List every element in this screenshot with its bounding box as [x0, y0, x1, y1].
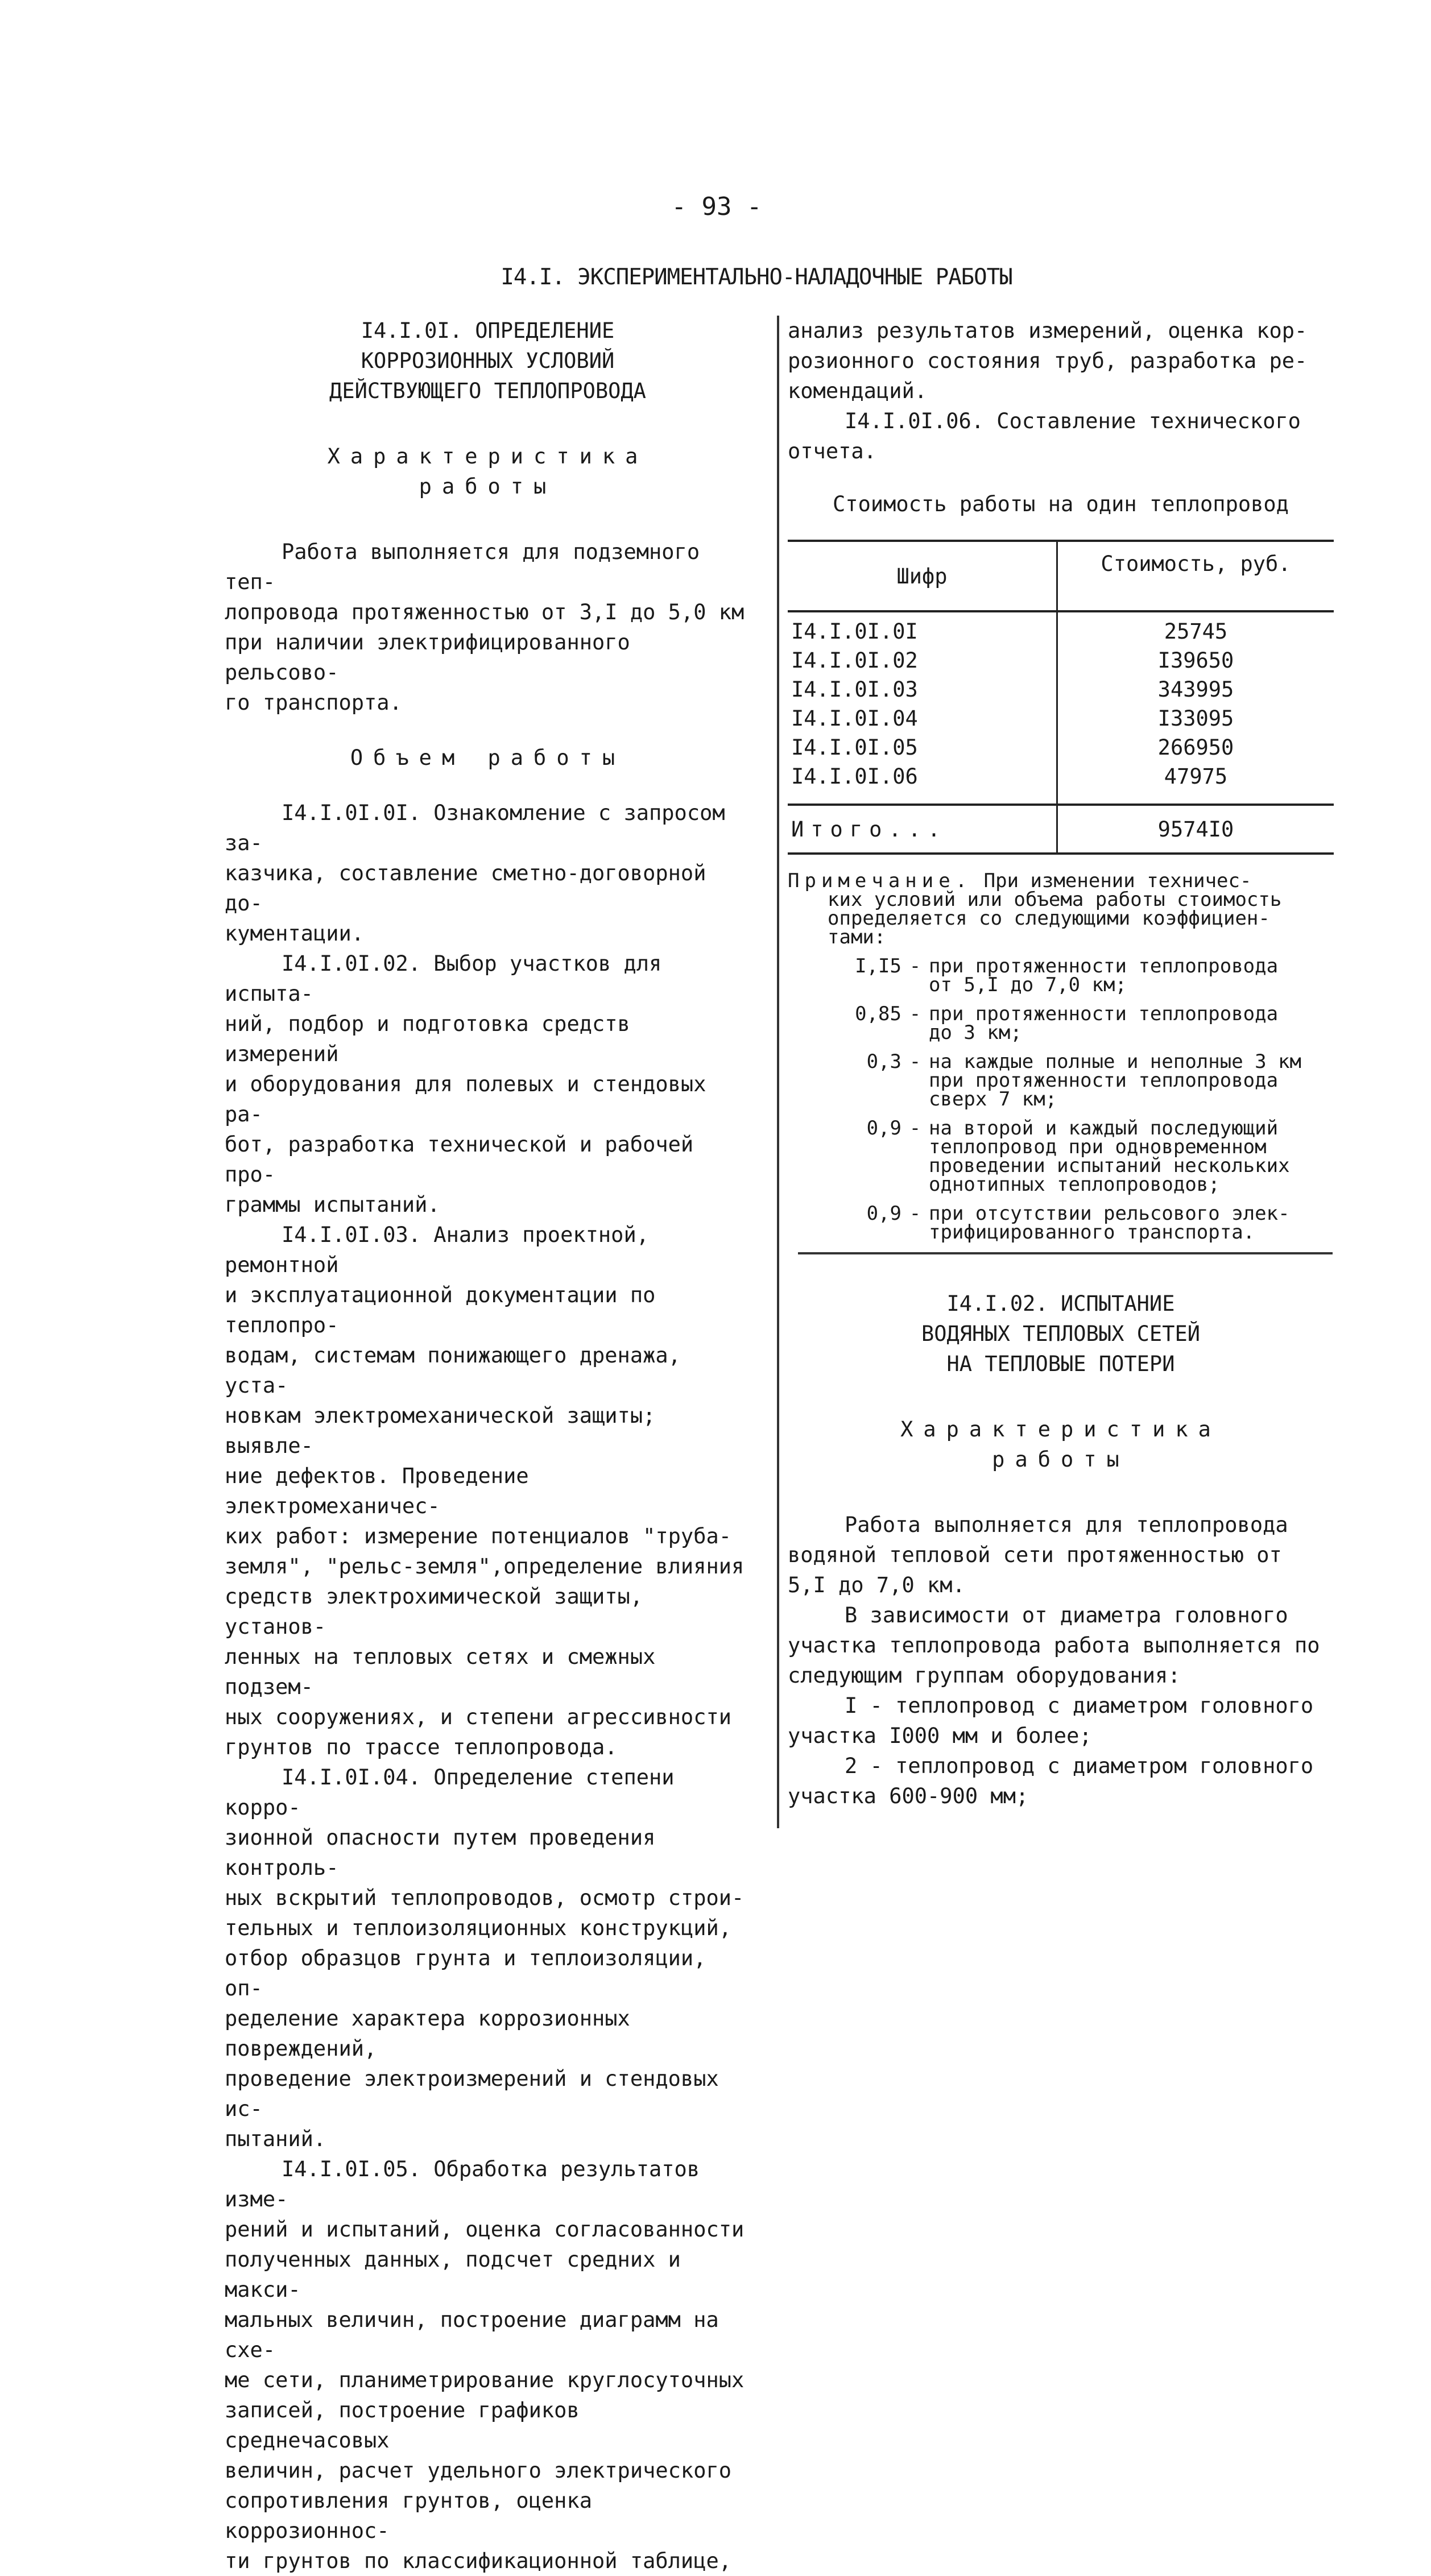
heading-line: ВОДЯНЫХ ТЕПЛОВЫХ СЕТЕЙ [921, 1322, 1201, 1346]
text-line: мальных величин, построение диаграмм на схе- [225, 2308, 719, 2362]
work-item-01 [225, 798, 751, 949]
cell-cost: 266950 [1157, 735, 1234, 760]
coefficient-text: однотипных теплопроводов; [929, 1173, 1220, 1196]
characteristics-heading-2: Характеристика [900, 1417, 1221, 1442]
cell-code: I4.I.0I.03 [788, 675, 1057, 704]
header-code: Шифр [788, 541, 1057, 611]
text-line: I4.I.0I.04. Определение степени корро- [225, 1765, 675, 1820]
left-column [225, 316, 751, 2576]
text-line: ние дефектов. Проведение электромеханичес- [225, 1464, 529, 1518]
right-column [788, 316, 1334, 1811]
table-row [788, 646, 1334, 675]
total-label: Итого... [788, 805, 1057, 854]
text-line: I4.I.0I.05. Обработка результатов изме- [225, 2157, 700, 2211]
text-line: комендаций. [788, 379, 928, 403]
text-line: казчика, составление сметно-договорной до- [225, 861, 706, 916]
coefficient-text: трифицированного транспорта. [929, 1221, 1255, 1244]
text-line: величин, расчет удельного электрического [225, 2458, 732, 2483]
table-row [788, 733, 1334, 762]
coefficient-value: 0,9 [866, 1117, 901, 1140]
text-line: тельных и теплоизоляционных конструкций, [225, 1916, 732, 1940]
characteristics-heading: Характеристика [327, 444, 648, 469]
text-line: анализ результатов измерений, оценка кор- [788, 318, 1308, 343]
coefficient-text: проведении испытаний нескольких [929, 1154, 1290, 1177]
coefficient-text: сверх 7 км; [929, 1088, 1057, 1111]
heading-line: НА ТЕПЛОВЫЕ ПОТЕРИ [946, 1352, 1175, 1376]
coefficient-value: 0,3 [866, 1050, 901, 1073]
section-title: I4.I. ЭКСПЕРИМЕНТАЛЬНО-НАЛАДОЧНЫЕ РАБОТЫ [501, 264, 1012, 290]
text-line: участка 600-900 мм; [788, 1784, 1029, 1808]
text-line: следующим группам оборудования: [788, 1663, 1181, 1688]
characteristics-heading-2-sub: работы [992, 1447, 1130, 1472]
cell-cost: I33095 [1157, 706, 1234, 731]
coefficient-text: от 5,I до 7,0 км; [929, 974, 1127, 996]
characteristics-text-2 [788, 1510, 1334, 1811]
cost-table [788, 540, 1334, 855]
table-total-row [788, 805, 1334, 854]
text-line: граммы испытаний. [225, 1192, 440, 1217]
text-line: ких работ: измерение потенциалов "труба- [225, 1524, 732, 1548]
note-line: ких условий или объема работы стоимость [828, 888, 1282, 911]
cell-code: I4.I.0I.0I [788, 611, 1057, 646]
text-line: отчета. [788, 439, 876, 463]
page-number: - 93 - [671, 192, 762, 221]
note-line: тами: [828, 926, 886, 949]
text-line: В зависимости от диаметра головного [845, 1603, 1288, 1627]
cell-code: I4.I.0I.06 [788, 762, 1057, 805]
text-line: I - теплопровод с диаметром головного [845, 1693, 1314, 1718]
work-item-04 [225, 1762, 751, 2154]
table-row [788, 611, 1334, 646]
coefficient-text: при протяженности теплопровода [929, 1003, 1279, 1025]
subsection-heading-1 [225, 316, 751, 406]
text-line: средств электрохимической защиты, установ- [225, 1584, 643, 1639]
text-line: розионного состояния труб, разработка ре- [788, 349, 1308, 373]
text-line: пытаний. [225, 2127, 326, 2151]
note-line: определяется со следующими коэффициен- [828, 907, 1270, 930]
text-line: I4.I.0I.06. Составление технического [845, 409, 1301, 433]
cell-code: I4.I.0I.02 [788, 646, 1057, 675]
text-line: бот, разработка технической и рабочей про- [225, 1132, 694, 1187]
text-line: записей, построение графиков среднечасовых [225, 2398, 580, 2453]
text-line: I4.I.0I.0I. Ознакомление с запросом за- [225, 801, 725, 855]
coefficient-text: до 3 км; [929, 1021, 1022, 1044]
text-line: и оборудования для полевых и стендовых ра- [225, 1072, 706, 1127]
coefficient-value: 0,85 [855, 1003, 901, 1025]
text-line: 2 - теплопровод с диаметром головного [845, 1754, 1314, 1778]
scope-heading: Объем работы [350, 746, 626, 770]
characteristics-text [225, 537, 751, 718]
coefficient-value: 0,9 [866, 1202, 901, 1225]
text-line: ных вскрытий теплопроводов, осмотр строи- [225, 1886, 745, 1910]
text-line: водам, системам понижающего дренажа, уста- [225, 1343, 681, 1398]
text-line: участка I000 мм и более; [788, 1724, 1092, 1748]
text-line: земля", "рельс-земля",определение влияния [225, 1554, 745, 1579]
cost-table-title: Стоимость работы на один теплопровод [833, 492, 1289, 516]
table-row [788, 704, 1334, 733]
table-header-row [788, 541, 1334, 611]
coefficient-text: теплопровод при одновременном [929, 1136, 1267, 1158]
total-value: 9574I0 [1157, 817, 1234, 842]
text-line: го транспорта. [225, 690, 402, 715]
cell-code: I4.I.0I.04 [788, 704, 1057, 733]
coefficient-value: I,I5 [855, 955, 901, 978]
text-line: ределение характера коррозионных повреждений, [225, 2006, 630, 2061]
text-line: Работа выполняется для теплопровода [845, 1513, 1288, 1537]
coefficient-text: на каждые полные и неполные 3 км [929, 1050, 1302, 1073]
work-item-05-continued [788, 316, 1334, 406]
text-line: при наличии электрифицированного рельсово- [225, 630, 630, 685]
work-item-02 [225, 949, 751, 1220]
heading-line: I4.I.0I. ОПРЕДЕЛЕНИЕ [361, 318, 615, 343]
text-line: участка теплопровода работа выполняется по [788, 1633, 1320, 1658]
heading-line: I4.I.02. ИСПЫТАНИЕ [946, 1291, 1175, 1316]
coefficient-item: 0,85 - при протяженности теплопровода до 3 км; [788, 1005, 1334, 1042]
text-line: сопротивления грунтов, оценка коррозионнос- [225, 2488, 593, 2543]
heading-line: ДЕЙСТВУЮЩЕГО ТЕПЛОПРОВОДА [329, 379, 646, 403]
text-line: лопровода протяженностью от 3,I до 5,0 км [225, 600, 745, 624]
text-line: ти грунтов по классификационной таблице, [225, 2549, 732, 2573]
text-line: и эксплуатационной документации по теплопро- [225, 1283, 656, 1337]
note-block [788, 869, 1334, 1254]
coefficient-text: при протяженности теплопровода [929, 1069, 1279, 1092]
header-cost: Стоимость, руб. [1101, 552, 1291, 576]
text-line: ленных на тепловых сетях и смежных подзем- [225, 1645, 656, 1699]
coefficient-item: 0,9 - при отсутствии рельсового элек- трифицированного транспорта. [788, 1204, 1334, 1242]
work-item-06 [788, 406, 1334, 466]
text-line: кументации. [225, 921, 365, 946]
coefficient-item: 0,3 - на каждые полные и неполные 3 км при протяженности теплопровода сверх 7 км; [788, 1053, 1334, 1109]
coefficient-text: при протяженности теплопровода [929, 955, 1279, 978]
coefficient-text: на второй и каждый последующий [929, 1117, 1279, 1140]
text-line: рений и испытаний, оценка согласованности [225, 2217, 745, 2242]
text-line: ных сооружениях, и степени агрессивности [225, 1705, 732, 1729]
coefficient-text: при отсутствии рельсового элек- [929, 1202, 1290, 1225]
cell-cost: 343995 [1157, 677, 1234, 702]
text-line: проведение электроизмерений и стендовых ис- [225, 2066, 719, 2121]
coefficient-item: I,I5 - при протяженности теплопровода от 5,I до 7,0 км; [788, 957, 1334, 995]
work-item-03 [225, 1220, 751, 1762]
text-line: зионной опасности путем проведения контроль- [225, 1825, 656, 1880]
text-line: новкам электромеханической защиты; выявле- [225, 1403, 656, 1458]
table-row [788, 675, 1334, 704]
subsection-heading-2 [788, 1289, 1334, 1379]
text-line: I4.I.0I.03. Анализ проектной, ремонтной [225, 1223, 650, 1277]
text-line: ний, подбор и подготовка средств измерений [225, 1012, 630, 1066]
note-lead: Примечание. [788, 869, 973, 892]
text-line: I4.I.0I.02. Выбор участков для испыта- [225, 951, 662, 1006]
coefficient-list [788, 957, 1334, 1242]
cell-code: I4.I.0I.05 [788, 733, 1057, 762]
cell-cost: 47975 [1164, 764, 1228, 789]
note-text-first: При изменении техничес- [972, 869, 1252, 892]
text-line: водяной тепловой сети протяженностью от [788, 1543, 1282, 1567]
cell-cost: I39650 [1157, 648, 1234, 673]
text-line: Работа выполняется для подземного теп- [225, 540, 700, 594]
cell-cost: 25745 [1164, 619, 1228, 644]
column-divider [777, 316, 779, 1828]
work-item-05 [225, 2154, 751, 2576]
characteristics-heading-sub: работы [419, 474, 557, 499]
text-line: грунтов по трассе теплопровода. [225, 1735, 618, 1759]
heading-line: КОРРОЗИОННЫХ УСЛОВИЙ [361, 349, 615, 373]
table-row [788, 762, 1334, 805]
text-line: 5,I до 7,0 км. [788, 1573, 965, 1597]
coefficient-item: 0,9 - на второй и каждый последующий теплопровод при одновременном проведении испытаний нескольких однотипных теплопроводов; [788, 1119, 1334, 1194]
text-line: ме сети, планиметрирование круглосуточных [225, 2368, 745, 2392]
text-line: отбор образцов грунта и теплоизоляции, оп- [225, 1946, 706, 2001]
text-line: полученных данных, подсчет средних и макси- [225, 2247, 681, 2302]
